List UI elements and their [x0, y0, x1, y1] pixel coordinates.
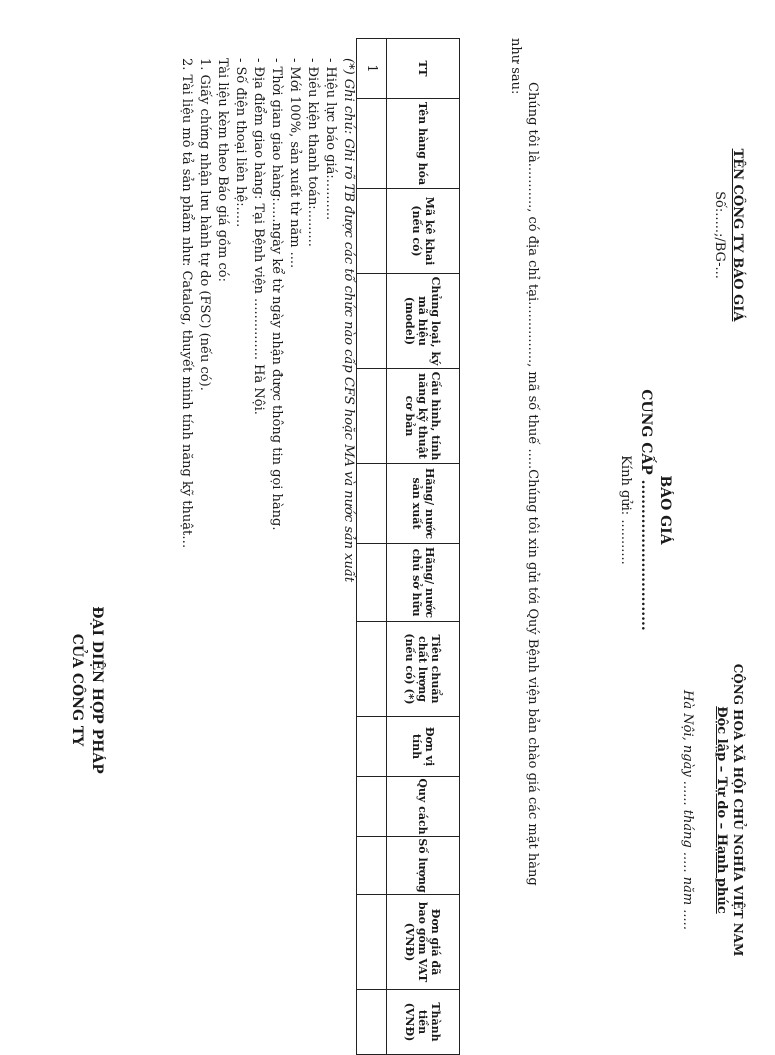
header-cell: Hãng/ nước chủ sở hữu	[387, 544, 460, 622]
company-name: TÊN CÔNG TY BÁO GIÁ	[730, 148, 745, 322]
date-line: Hà Nội, ngày ...... tháng ..... năm .....	[680, 690, 695, 930]
table-cell	[357, 895, 387, 990]
note-item: - Địa điểm giao hàng: Tại Bệnh viện ............... Hà Nội.	[251, 58, 266, 415]
table-row	[357, 39, 387, 1055]
intro-line-2: như sau:	[508, 38, 523, 95]
header-cell: Quy cách	[387, 777, 460, 837]
table-header-row	[387, 39, 460, 1055]
signature-title: ĐẠI DIỆN HỢP PHÁP	[89, 606, 105, 774]
table-cell	[357, 622, 387, 717]
note-item: - Điều kiện thanh toán:.........	[305, 58, 320, 247]
header-cell: Hãng/ nước sản xuất	[387, 464, 460, 544]
attachment-item: 2. Tài liệu mô tả sản phẩm như: Catalog, thuyết minh tính năng kỹ thuật…	[179, 58, 194, 549]
document-subtitle: CUNG CẤP ...............................	[638, 389, 654, 631]
note-item: - Hiệu lực báo giá:..........	[323, 58, 338, 221]
table-cell	[357, 837, 387, 895]
note-item: - Số điện thoại liên hệ:.....	[233, 58, 248, 228]
quotation-table	[356, 38, 460, 1055]
header-cell: Chủng loại, ký mã hiệu (model)	[387, 274, 460, 369]
intro-line-1: Chúng tôi là..........., có địa chỉ tại..............., mã số thuế .....Chúng tôi xin gửi tới Quý Bệnh viện bản chào giá các mặt hàng	[525, 82, 540, 886]
header-cell: Số lượng	[387, 837, 460, 895]
header-cell: Cấu hình, tính năng kỹ thuật cơ bản	[387, 369, 460, 464]
attachment-item: 1. Giấy chứng nhận lưu hành tự do (FSC) (nếu có).	[197, 58, 212, 391]
table-cell	[357, 464, 387, 544]
header-cell: Đơn giá đã bao gồm VAT (VNĐ)	[387, 895, 460, 990]
national-name: CỘNG HOÀ XÃ HỘI CHỦ NGHĨA VIỆT NAM	[731, 663, 745, 957]
header-cell: TT	[387, 39, 460, 99]
table-cell	[357, 369, 387, 464]
recipient-line: Kính gửi: ...........	[618, 455, 633, 565]
signature-subtitle: CỦA CÔNG TY	[69, 633, 85, 747]
document-number: Số:.....;/BG-...	[712, 191, 727, 279]
note-item: - Mới 100%, sản xuất từ năm ....	[287, 58, 302, 269]
table-cell	[357, 544, 387, 622]
table-cell	[357, 189, 387, 274]
header-cell: Tên hàng hóa	[387, 99, 460, 189]
header-cell: Thành tiền (VNĐ)	[387, 990, 460, 1055]
document-title: BÁO GIÁ	[657, 475, 673, 545]
table-cell	[357, 99, 387, 189]
header-cell: Tiêu chuẩn chất lượng (nếu có) (*)	[387, 622, 460, 717]
table-cell	[357, 990, 387, 1055]
national-motto: Độc lập – Tự do – Hạnh phúc	[714, 706, 729, 914]
table-cell: 1	[357, 39, 387, 99]
header-cell: Mã kê khai (nếu có)	[387, 189, 460, 274]
table-cell	[357, 717, 387, 777]
attachments-heading: Tài liệu kèm theo Báo giá gồm có:	[215, 58, 230, 282]
footnote: (*) Ghi chú: Ghi rõ TB được các tổ chức nào cấp CFS hoặc MA và nước sản xuất	[341, 58, 356, 583]
note-item: - Thời gian giao hàng:.....ngày kể từ ngày nhận được thông tin gọi hàng.	[269, 58, 284, 531]
table-cell	[357, 274, 387, 369]
table-cell	[357, 777, 387, 837]
header-cell: Đơn vị tính	[387, 717, 460, 777]
